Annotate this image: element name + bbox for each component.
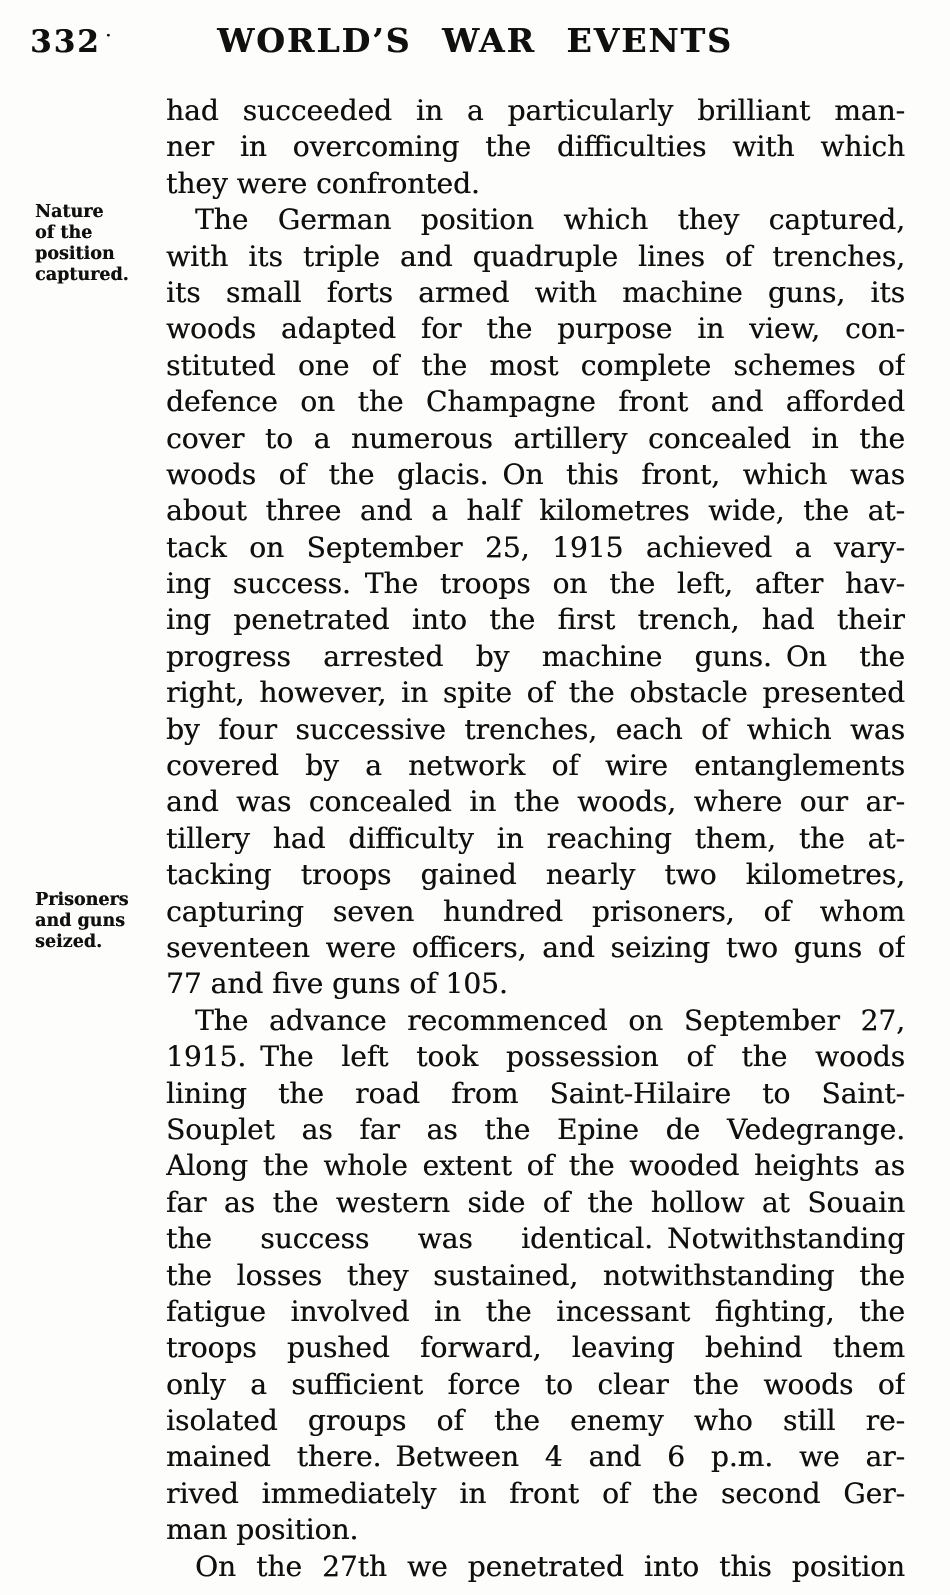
text-line: by four successive trenches, each of which was: [166, 712, 905, 746]
text-line: Souplet as far as the Epine de Vedegrange.: [166, 1112, 905, 1146]
text-line: stituted one of the most complete schemes of: [166, 348, 905, 382]
text-line: troops pushed forward, leaving behind them: [166, 1331, 905, 1365]
text-line: ing penetrated into the first trench, had their: [166, 603, 905, 637]
text-line: about three and a half kilometres wide, the at-: [166, 494, 905, 528]
body-text-column: [166, 93, 905, 1585]
text-line: right, however, in spite of the obstacle presented: [166, 676, 905, 710]
text-line: its small forts armed with machine guns, its: [166, 275, 905, 309]
text-line: woods adapted for the purpose in view, con-: [166, 312, 905, 346]
text-line: man position.: [166, 1513, 359, 1547]
text-line: fatigue involved in the incessant fighting, the: [166, 1294, 905, 1328]
text-line: On the 27th we penetrated into this position: [195, 1549, 905, 1583]
text-line: rived immediately in front of the second Ger-: [166, 1476, 905, 1510]
text-line: had succeeded in a particularly brilliant man-: [166, 94, 905, 127]
text-line: defence on the Champagne front and afforded: [166, 385, 905, 419]
running-head-title: WORLD’S WAR EVENTS: [217, 21, 733, 60]
text-line: with its triple and quadruple lines of trenches,: [166, 239, 905, 273]
text-line: tillery had difficulty in reaching them, the at-: [166, 821, 905, 855]
text-line: woods of the glacis. On this front, which was: [166, 457, 905, 491]
text-line: isolated groups of the enemy who still re-: [166, 1404, 905, 1438]
text-line: tacking troops gained nearly two kilometres,: [166, 858, 905, 892]
text-line: they were confronted.: [166, 166, 480, 200]
text-line: and was concealed in the woods, where our ar-: [166, 785, 905, 819]
text-line: seventeen were officers, and seizing two guns of: [166, 930, 905, 964]
text-line: mained there. Between 4 and 6 p.m. we ar-: [166, 1440, 905, 1474]
page-number-value: 332: [30, 24, 101, 60]
text-line: covered by a network of wire entanglements: [166, 749, 905, 783]
margin-note-nature-of-position: [35, 202, 163, 286]
text-line: the success was identical. Notwithstanding: [166, 1222, 905, 1256]
text-line: The advance recommenced on September 27,: [195, 1003, 905, 1037]
margin-note-line: captured.: [35, 265, 129, 285]
text-line: ner in overcoming the difficulties with which: [166, 130, 905, 164]
text-line: ing success. The troops on the left, after hav-: [166, 567, 905, 601]
text-line: Along the whole extent of the wooded heights as: [166, 1149, 905, 1183]
text-line: capturing seven hundred prisoners, of whom: [166, 894, 905, 928]
page-number-mark: ·: [105, 28, 113, 44]
margin-note-line: of the: [35, 223, 93, 243]
text-line: far as the western side of the hollow at Souain: [166, 1185, 905, 1219]
margin-note-line: position: [35, 244, 115, 264]
text-line: progress arrested by machine guns. On the: [166, 639, 905, 673]
text-line: 77 and five guns of 105.: [166, 967, 508, 1001]
margin-note-line: and guns: [35, 911, 125, 931]
text-line: The German position which they captured,: [195, 203, 905, 237]
text-line: cover to a numerous artillery concealed in the: [166, 421, 905, 455]
margin-note-line: seized.: [35, 932, 103, 952]
text-line: only a sufficient force to clear the woods of: [166, 1367, 905, 1401]
text-line: the losses they sustained, notwithstanding the: [166, 1258, 905, 1292]
margin-note-prisoners-guns: [35, 890, 163, 953]
text-line: 1915. The left took possession of the woods: [166, 1040, 905, 1074]
text-line: tack on September 25, 1915 achieved a vary-: [166, 530, 905, 564]
margin-note-line: Nature: [35, 202, 104, 222]
text-line: lining the road from Saint-Hilaire to Saint-: [166, 1076, 905, 1110]
margin-note-line: Prisoners: [35, 890, 129, 910]
